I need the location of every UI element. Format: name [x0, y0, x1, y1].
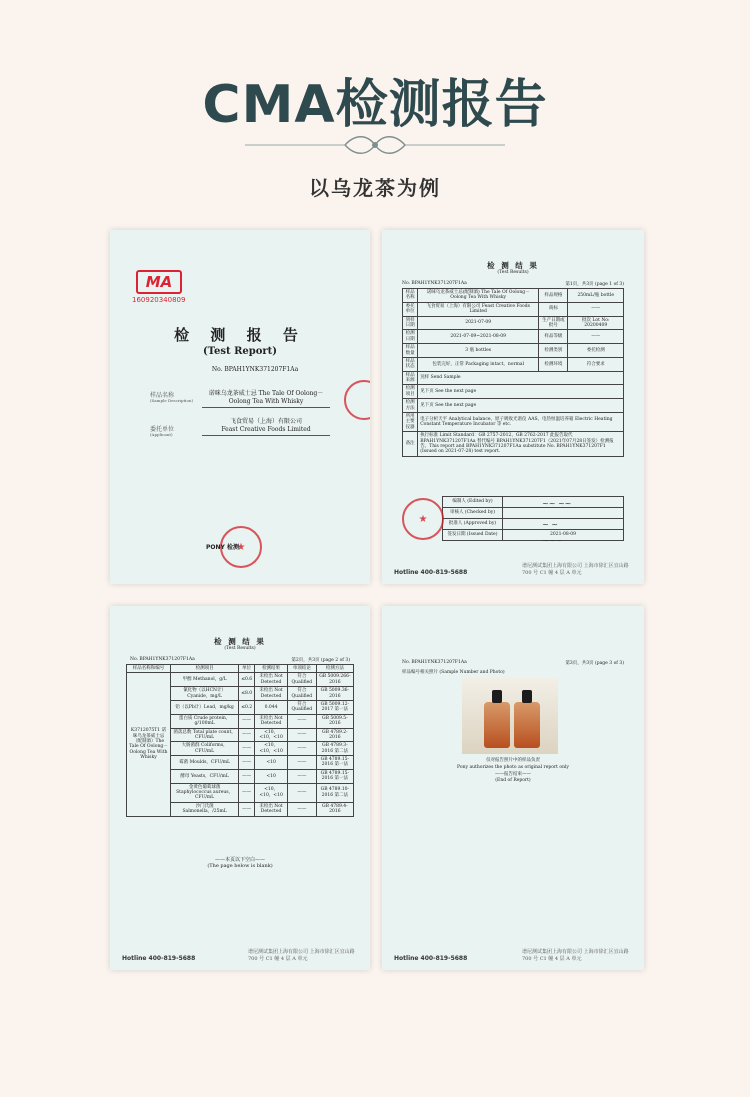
page-footer: Hotline 400-819-5688 谱尼测试集团上海有限公司 上海市徐汇区宜山路 700 号 C1 幢 4 层 A 单元 [394, 949, 629, 962]
column-header: 检测方法 [316, 665, 353, 673]
info-table [402, 288, 624, 457]
blank-note: ——本页以下空白—— (The page below is blank) [207, 857, 273, 869]
bottle-image [514, 702, 540, 748]
table-cell: GB 4789.2-2016 [316, 728, 353, 742]
table-cell: ≤0.2 [239, 700, 255, 714]
results-heading-en: (Test Results) [497, 270, 529, 275]
cover-title-en: (Test Report) [202, 346, 278, 357]
sign-row [443, 497, 624, 508]
table-row [403, 289, 624, 303]
sign-label: 审核人 (Checked by) [443, 508, 503, 519]
table-cell: 菌落总数 Total plate count，CFU/mL [171, 728, 239, 742]
table-cell: 甲醇 Methanol，g/L [171, 673, 239, 687]
table-cell: 符合 Qualified [287, 700, 316, 714]
table-cell: GB 4789.10-2016 第二法 [316, 783, 353, 802]
sign-value [503, 508, 624, 519]
table-cell: GB 4789.3-2016 第二法 [316, 742, 353, 756]
table-cell: —— [239, 714, 255, 728]
ornament-divider [235, 132, 515, 158]
table-row [403, 302, 624, 316]
table-row [403, 399, 624, 413]
report-title: CMA检测报告 [202, 75, 548, 135]
sign-label: 批准人 (Approved by) [443, 519, 503, 530]
table-cell: 符合 Qualified [287, 673, 316, 687]
column-header: 样品名称和编号 [127, 665, 171, 673]
table-cell: 沙门氏菌 Salmonella，/25mL [171, 802, 239, 816]
table-cell: 氰化物（以HCN计）Cyanide，mg/L [171, 687, 239, 701]
table-row [403, 413, 624, 432]
table-cell: —— [239, 728, 255, 742]
row-label: 样品状态 [403, 357, 418, 371]
table-row [403, 385, 624, 399]
table-row [127, 673, 354, 687]
table-cell: 大肠菌群 Coliforms，CFU/mL [171, 742, 239, 756]
table-cell: 未检出 Not Detected [255, 673, 288, 687]
cma-mark: MA [136, 270, 182, 294]
results-heading-en: (Test Results) [224, 646, 256, 651]
row-value: 见下页 See the next page [418, 399, 624, 413]
row-value: 电子分析天平 Analytical balance、原子吸收光谱仪 AAS、电热恒温培养箱 Electric Heating Constant Temperature Incubator 等 etc. [418, 413, 624, 432]
page-number: 第1页，共3页 (page 1 of 3) [565, 282, 624, 287]
table-cell: —— [287, 783, 316, 802]
row-value: 送样 Send Sample [418, 371, 624, 385]
results-heading: 检 测 结 果 [214, 637, 266, 646]
column-header: 单项结论 [287, 665, 316, 673]
cma-number: 160920340809 [132, 296, 186, 304]
sign-label: 编制人 (Edited by) [443, 497, 503, 508]
row-label: 样品规格 [539, 289, 568, 303]
table-cell: 铅（以Pb计）Lead，mg/kg [171, 700, 239, 714]
photo-caption: 仅对报告照片中的样品负责 Pony authorizes the photo as original report only ——报告结束—— (End of Report) [457, 758, 569, 784]
row-value: 批次 Lot No: 20200409 [568, 316, 624, 330]
row-label: 样品等级 [539, 330, 568, 344]
pony-stamp-text: PONY 检测 [206, 544, 239, 551]
row-label: 到样日期 [403, 316, 418, 330]
table-cell: ≤0.6 [239, 673, 255, 687]
table-cell: 蛋白质 Crude protein，g/100mL [171, 714, 239, 728]
sign-value [503, 519, 624, 530]
sign-row [443, 508, 624, 519]
table-cell: 霉菌 Moulds，CFU/mL [171, 756, 239, 770]
table-header [127, 665, 354, 673]
table-row [403, 357, 624, 371]
row-label: 样品来源 [403, 371, 418, 385]
row-value: 飞食贸易（上海）有限公司 Feast Creative Foods Limited [418, 302, 539, 316]
table-cell: 符合 Qualified [287, 687, 316, 701]
sample-value: 诺咪乌龙茶威士忌 The Tale Of Oolong－ Oolong Tea With Whisky [202, 390, 330, 408]
table-cell: —— [239, 756, 255, 770]
signature-approver: ~~~ [542, 536, 563, 545]
row-value: 诺咪乌龙茶威士忌(配制酒) The Tale Of Oolong－Oolong Tea With Whisky [418, 289, 539, 303]
sign-value: 2021-08-09 [503, 530, 624, 541]
sign-label: 签发日期 (Issued Date) [443, 530, 503, 541]
row-label: 检测环境 [539, 357, 568, 371]
row-label: 所用主要仪器 [403, 413, 418, 432]
row-value: 执行标准 Limit Standard：GB 2757-2012、GB 2762-2017 此报告取代 BPAH1YNK371207F1Aa 替代编号 BPAH1YNK371207F1（2021年07月28日签发）检测报告。This report and BPAH1YNK371207F1Aa substitute No. BPAH1YNK371207F1 (Issued on 2021-07-28) test report. [418, 432, 624, 457]
report-number: No. BPAH1YNK371207F1Aa [130, 657, 195, 662]
sample-label: 样品名称 (Sample Description) [150, 392, 194, 404]
row-value: 2021-07-09 [418, 316, 539, 330]
bottle-image [484, 702, 510, 748]
table-cell: 未检出 Not Detected [255, 802, 288, 816]
report-subtitle: 以乌龙茶为例 [309, 176, 441, 200]
page-number: 第2页，共3页 (page 2 of 3) [291, 658, 350, 663]
table-cell: 0.044 [255, 700, 288, 714]
results-page-2 [110, 606, 370, 970]
table-cell: GB 4789.15-2016 第一法 [316, 769, 353, 783]
row-value: 250mL/瓶 bottle [568, 289, 624, 303]
table-cell: GB 4789.15-2016 第一法 [316, 756, 353, 770]
page-footer: Hotline 400-819-5688 谱尼测试集团上海有限公司 上海市徐汇区宜山路 700 号 C1 幢 4 层 A 单元 [122, 949, 355, 962]
table-cell: —— [287, 742, 316, 756]
results-heading: 检 测 结 果 [487, 261, 539, 270]
row-label: 检测类别 [539, 344, 568, 358]
row-label: 生产日期或批号 [539, 316, 568, 330]
table-cell: —— [239, 802, 255, 816]
cover-page [110, 230, 370, 584]
results-table [126, 664, 354, 817]
row-value: —— [568, 330, 624, 344]
row-label: 检测方法 [403, 399, 418, 413]
row-label: 备注 [403, 432, 418, 457]
table-cell: —— [239, 769, 255, 783]
sample-cell: K3712075T1 诺咪乌龙茶威士忌（配制酒）The Tale Of Oolong－Oolong Tea With Whisky [127, 673, 171, 816]
row-label: 委托单位 [403, 302, 418, 316]
page-number: 第3页，共3页 (page 3 of 3) [565, 661, 624, 666]
seal-stamp [344, 380, 370, 420]
sign-table [442, 496, 624, 541]
table-cell: 酵母 Yeasts，CFU/mL [171, 769, 239, 783]
row-value: 包装完好，正常 Packaging intact，normal [418, 357, 539, 371]
table-cell: <10，<10，<10 [255, 783, 288, 802]
table-cell: 金黄色葡萄球菌 Staphylococcus aureus，CFU/mL [171, 783, 239, 802]
sign-row [443, 519, 624, 530]
row-label: 样品名称 [403, 289, 418, 303]
page-footer: Hotline 400-819-5688 谱尼测试集团上海有限公司 上海市徐汇区宜山路 700 号 C1 幢 4 层 A 单元 [394, 563, 629, 576]
table-cell: <10，<10，<10 [255, 728, 288, 742]
table-cell: GB 5009.5-2016 [316, 714, 353, 728]
table-cell: <10，<10，<10 [255, 742, 288, 756]
table-row [403, 371, 624, 385]
signature-checker: ~ ~ [542, 520, 558, 529]
report-number: No. BPAH1YNK371207F1Aa [211, 366, 299, 373]
row-label: 样品数量 [403, 344, 418, 358]
table-row [403, 330, 624, 344]
table-cell: GB 5009.12-2017 第一法 [316, 700, 353, 714]
column-header: 检测项目 [171, 665, 239, 673]
row-label: 检测项目 [403, 385, 418, 399]
table-row [403, 344, 624, 358]
row-value: 符合要求 [568, 357, 624, 371]
row-value: 3 瓶 bottles [418, 344, 539, 358]
applicant-label: 委托单位 (Applicant) [150, 426, 175, 438]
table-cell: 未检出 Not Detected [255, 687, 288, 701]
seal-stamp: ★ [220, 526, 262, 568]
results-page-1 [382, 230, 644, 584]
table-cell: —— [287, 756, 316, 770]
sample-photo [462, 678, 558, 754]
table-cell: <10 [255, 756, 288, 770]
report-number: No. BPAH1YNK371207F1Aa [402, 281, 467, 286]
table-cell: GB 5009.266-2016 [316, 673, 353, 687]
seal-stamp: ★ [402, 498, 444, 540]
table-cell: —— [287, 714, 316, 728]
row-value: 见下页 See the next page [418, 385, 624, 399]
applicant-value: 飞食贸易（上海）有限公司 Feast Creative Foods Limited [202, 418, 330, 436]
row-label: 检测日期 [403, 330, 418, 344]
report-number: No. BPAH1YNK371207F1Aa [402, 660, 467, 665]
results-page-3 [382, 606, 644, 970]
table-cell: GB 4789.4-2016 [316, 802, 353, 816]
table-cell: —— [239, 783, 255, 802]
signature-editor: ~~ ~~ [542, 499, 572, 508]
table-cell: 未检出 Not Detected [255, 714, 288, 728]
row-label: 商标 [539, 302, 568, 316]
cover-title: 检 测 报 告 [174, 326, 306, 344]
table-cell: GB 5009.36-2016 [316, 687, 353, 701]
table-cell: —— [287, 728, 316, 742]
table-cell: <10 [255, 769, 288, 783]
column-header: 单位 [239, 665, 255, 673]
table-cell: —— [287, 802, 316, 816]
table-cell: —— [287, 769, 316, 783]
table-row [403, 316, 624, 330]
row-value: 委托检测 [568, 344, 624, 358]
photo-label: 样品编号相关照片 (Sample Number and Photo) [402, 670, 505, 675]
sign-row [443, 530, 624, 541]
column-header: 检测结果 [255, 665, 288, 673]
row-value: —— [568, 302, 624, 316]
table-cell: —— [239, 742, 255, 756]
table-row [403, 432, 624, 457]
table-cell: ≤8.0 [239, 687, 255, 701]
row-value: 2021-07-09~2021-08-09 [418, 330, 539, 344]
